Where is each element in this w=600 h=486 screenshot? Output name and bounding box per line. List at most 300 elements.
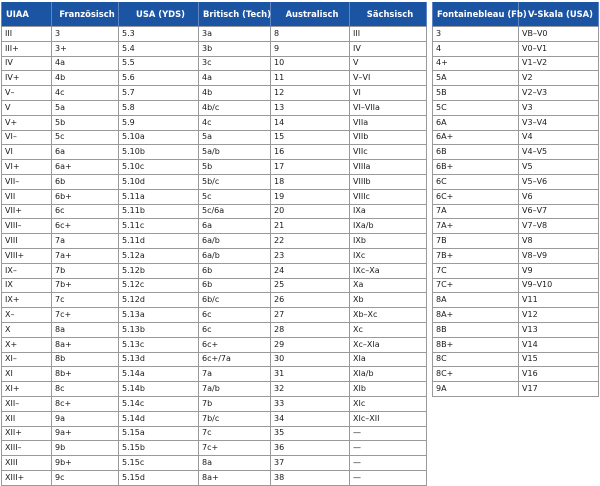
cell-britisch-tech: 6b <box>199 278 271 293</box>
cell-australisch: 11 <box>271 71 350 86</box>
table-row <box>2 86 427 101</box>
cell-australisch: 38 <box>271 470 350 485</box>
cell-s-chsisch: — <box>350 456 427 471</box>
cell-franz-sisch: 5b <box>52 115 119 130</box>
cell-v-skala-usa: V17 <box>519 382 599 397</box>
table-row <box>433 115 599 130</box>
cell-britisch-tech: 6a/b <box>199 248 271 263</box>
cell-franz-sisch: 6c+ <box>52 219 119 234</box>
cell-uiaa: X <box>2 322 52 337</box>
cell-v-skala-usa: V2 <box>519 71 599 86</box>
cell-usa-yds: 5.13b <box>119 322 199 337</box>
cell-franz-sisch: 6b <box>52 174 119 189</box>
cell-v-skala-usa: V6–V7 <box>519 204 599 219</box>
cell-australisch: 14 <box>271 115 350 130</box>
cell-australisch: 31 <box>271 367 350 382</box>
cell-s-chsisch: Xb–Xc <box>350 308 427 323</box>
cell-fontainebleau-fb: 9A <box>433 382 519 397</box>
cell-fontainebleau-fb: 8A+ <box>433 308 519 323</box>
table-row <box>2 145 427 160</box>
cell-v-skala-usa: V13 <box>519 322 599 337</box>
cell-usa-yds: 5.9 <box>119 115 199 130</box>
cell-s-chsisch: IXc–Xa <box>350 263 427 278</box>
cell-usa-yds: 5.11c <box>119 219 199 234</box>
cell-britisch-tech: 3a <box>199 27 271 42</box>
cell-s-chsisch: VIIIa <box>350 160 427 175</box>
cell-usa-yds: 5.13a <box>119 308 199 323</box>
table-row <box>433 219 599 234</box>
cell-australisch: 16 <box>271 145 350 160</box>
cell-fontainebleau-fb: 6A+ <box>433 130 519 145</box>
cell-uiaa: VII– <box>2 174 52 189</box>
cell-usa-yds: 5.10c <box>119 160 199 175</box>
cell-usa-yds: 5.11a <box>119 189 199 204</box>
cell-uiaa: III <box>2 27 52 42</box>
cell-uiaa: XI+ <box>2 382 52 397</box>
cell-v-skala-usa: V7–V8 <box>519 219 599 234</box>
cell-franz-sisch: 8c+ <box>52 396 119 411</box>
cell-fontainebleau-fb: 7A+ <box>433 219 519 234</box>
table-row <box>433 352 599 367</box>
cell-britisch-tech: 3c <box>199 56 271 71</box>
cell-fontainebleau-fb: 6C <box>433 174 519 189</box>
cell-v-skala-usa: V8–V9 <box>519 248 599 263</box>
cell-s-chsisch: XIc <box>350 396 427 411</box>
cell-s-chsisch: — <box>350 470 427 485</box>
cell-franz-sisch: 7c <box>52 293 119 308</box>
table-row <box>433 27 599 42</box>
table-header-row <box>2 2 427 27</box>
cell-australisch: 23 <box>271 248 350 263</box>
cell-fontainebleau-fb: 6B+ <box>433 160 519 175</box>
cell-fontainebleau-fb: 5C <box>433 100 519 115</box>
cell-australisch: 20 <box>271 204 350 219</box>
cell-franz-sisch: 6b+ <box>52 189 119 204</box>
cell-s-chsisch: — <box>350 441 427 456</box>
cell-fontainebleau-fb: 8B+ <box>433 337 519 352</box>
cell-v-skala-usa: V1–V2 <box>519 56 599 71</box>
cell-australisch: 33 <box>271 396 350 411</box>
cell-v-skala-usa: V11 <box>519 293 599 308</box>
cell-s-chsisch: VI <box>350 86 427 101</box>
cell-usa-yds: 5.12d <box>119 293 199 308</box>
cell-australisch: 21 <box>271 219 350 234</box>
cell-s-chsisch: IXa/b <box>350 219 427 234</box>
cell-v-skala-usa: V14 <box>519 337 599 352</box>
table-row <box>2 308 427 323</box>
table-row <box>2 115 427 130</box>
cell-s-chsisch: Xc–XIa <box>350 337 427 352</box>
cell-usa-yds: 5.10b <box>119 145 199 160</box>
cell-britisch-tech: 7b/c <box>199 411 271 426</box>
cell-franz-sisch: 7c+ <box>52 308 119 323</box>
table-row <box>2 367 427 382</box>
table-row <box>2 204 427 219</box>
cell-uiaa: VII+ <box>2 204 52 219</box>
cell-v-skala-usa: V6 <box>519 189 599 204</box>
cell-britisch-tech: 8a <box>199 456 271 471</box>
cell-britisch-tech: 7c <box>199 426 271 441</box>
table-row <box>2 56 427 71</box>
cell-uiaa: XIII+ <box>2 470 52 485</box>
cell-s-chsisch: IXa <box>350 204 427 219</box>
cell-fontainebleau-fb: 6C+ <box>433 189 519 204</box>
cell-v-skala-usa: V5–V6 <box>519 174 599 189</box>
cell-britisch-tech: 4a <box>199 71 271 86</box>
cell-franz-sisch: 3 <box>52 27 119 42</box>
cell-uiaa: VI– <box>2 130 52 145</box>
cell-s-chsisch: VIIIb <box>350 174 427 189</box>
cell-franz-sisch: 7b <box>52 263 119 278</box>
cell-britisch-tech: 5a/b <box>199 145 271 160</box>
cell-s-chsisch: VIIIc <box>350 189 427 204</box>
cell-uiaa: V <box>2 100 52 115</box>
table-row <box>433 41 599 56</box>
cell-britisch-tech: 4c <box>199 115 271 130</box>
cell-uiaa: VIII <box>2 234 52 249</box>
cell-franz-sisch: 9a+ <box>52 426 119 441</box>
cell-usa-yds: 5.8 <box>119 100 199 115</box>
cell-franz-sisch: 4a <box>52 56 119 71</box>
cell-britisch-tech: 5c/6a <box>199 204 271 219</box>
table-row <box>433 293 599 308</box>
cell-usa-yds: 5.10a <box>119 130 199 145</box>
cell-usa-yds: 5.12b <box>119 263 199 278</box>
cell-usa-yds: 5.6 <box>119 71 199 86</box>
table-row <box>2 174 427 189</box>
cell-fontainebleau-fb: 8C <box>433 352 519 367</box>
cell-franz-sisch: 9b+ <box>52 456 119 471</box>
cell-uiaa: VI+ <box>2 160 52 175</box>
cell-britisch-tech: 7a <box>199 367 271 382</box>
cell-s-chsisch: VIIb <box>350 130 427 145</box>
cell-fontainebleau-fb: 4+ <box>433 56 519 71</box>
cell-v-skala-usa: VB–V0 <box>519 27 599 42</box>
cell-v-skala-usa: V12 <box>519 308 599 323</box>
cell-britisch-tech: 3b <box>199 41 271 56</box>
cell-franz-sisch: 3+ <box>52 41 119 56</box>
table-row <box>2 322 427 337</box>
cell-fontainebleau-fb: 3 <box>433 27 519 42</box>
cell-britisch-tech: 4b <box>199 86 271 101</box>
cell-uiaa: XIII <box>2 456 52 471</box>
column-header-v-skala-usa: V-Skala (USA) <box>519 2 599 27</box>
cell-britisch-tech: 6c+/7a <box>199 352 271 367</box>
table-row <box>433 263 599 278</box>
cell-franz-sisch: 7a+ <box>52 248 119 263</box>
cell-uiaa: IX+ <box>2 293 52 308</box>
cell-usa-yds: 5.12c <box>119 278 199 293</box>
cell-franz-sisch: 7a <box>52 234 119 249</box>
table-row <box>433 337 599 352</box>
table-row <box>2 396 427 411</box>
cell-fontainebleau-fb: 6A <box>433 115 519 130</box>
cell-britisch-tech: 5a <box>199 130 271 145</box>
cell-s-chsisch: VI–VIIa <box>350 100 427 115</box>
cell-franz-sisch: 8a <box>52 322 119 337</box>
cell-usa-yds: 5.14b <box>119 382 199 397</box>
cell-s-chsisch: III <box>350 27 427 42</box>
cell-s-chsisch: IV <box>350 41 427 56</box>
cell-uiaa: X+ <box>2 337 52 352</box>
cell-uiaa: XI <box>2 367 52 382</box>
cell-usa-yds: 5.13d <box>119 352 199 367</box>
cell-fontainebleau-fb: 4 <box>433 41 519 56</box>
cell-usa-yds: 5.11b <box>119 204 199 219</box>
cell-fontainebleau-fb: 5B <box>433 86 519 101</box>
cell-franz-sisch: 4c <box>52 86 119 101</box>
cell-usa-yds: 5.15a <box>119 426 199 441</box>
table-row <box>2 411 427 426</box>
cell-franz-sisch: 8b+ <box>52 367 119 382</box>
cell-usa-yds: 5.4 <box>119 41 199 56</box>
cell-australisch: 28 <box>271 322 350 337</box>
cell-australisch: 35 <box>271 426 350 441</box>
table-row <box>433 189 599 204</box>
cell-uiaa: III+ <box>2 41 52 56</box>
cell-britisch-tech: 7a/b <box>199 382 271 397</box>
cell-usa-yds: 5.14a <box>119 367 199 382</box>
table-row <box>2 71 427 86</box>
table-row <box>2 263 427 278</box>
cell-franz-sisch: 9b <box>52 441 119 456</box>
table-row <box>2 456 427 471</box>
cell-s-chsisch: V <box>350 56 427 71</box>
cell-britisch-tech: 7c+ <box>199 441 271 456</box>
cell-v-skala-usa: V0–V1 <box>519 41 599 56</box>
cell-uiaa: IV <box>2 56 52 71</box>
cell-v-skala-usa: V3–V4 <box>519 115 599 130</box>
cell-uiaa: VI <box>2 145 52 160</box>
cell-fontainebleau-fb: 8C+ <box>433 367 519 382</box>
cell-v-skala-usa: V5 <box>519 160 599 175</box>
cell-fontainebleau-fb: 7A <box>433 204 519 219</box>
cell-australisch: 17 <box>271 160 350 175</box>
cell-australisch: 12 <box>271 86 350 101</box>
table-row <box>2 219 427 234</box>
cell-britisch-tech: 6a <box>199 219 271 234</box>
cell-uiaa: XII+ <box>2 426 52 441</box>
table-row <box>433 234 599 249</box>
table-row <box>433 382 599 397</box>
table-row <box>433 130 599 145</box>
cell-britisch-tech: 5b <box>199 160 271 175</box>
cell-uiaa: IV+ <box>2 71 52 86</box>
cell-usa-yds: 5.15c <box>119 456 199 471</box>
cell-usa-yds: 5.14d <box>119 411 199 426</box>
cell-s-chsisch: V–VI <box>350 71 427 86</box>
table-row <box>2 41 427 56</box>
table-row <box>2 248 427 263</box>
cell-franz-sisch: 9a <box>52 411 119 426</box>
cell-usa-yds: 5.11d <box>119 234 199 249</box>
table-row <box>2 278 427 293</box>
column-header-uiaa: UIAA <box>2 2 52 27</box>
table-row <box>2 130 427 145</box>
cell-australisch: 15 <box>271 130 350 145</box>
cell-s-chsisch: — <box>350 426 427 441</box>
cell-fontainebleau-fb: 8B <box>433 322 519 337</box>
cell-usa-yds: 5.14c <box>119 396 199 411</box>
column-header-franz-sisch: Französisch <box>52 2 119 27</box>
table-row <box>2 470 427 485</box>
cell-v-skala-usa: V9–V10 <box>519 278 599 293</box>
table-row <box>2 27 427 42</box>
cell-britisch-tech: 8a+ <box>199 470 271 485</box>
cell-usa-yds: 5.7 <box>119 86 199 101</box>
cell-uiaa: XII– <box>2 396 52 411</box>
cell-uiaa: XIII– <box>2 441 52 456</box>
table-row <box>2 426 427 441</box>
column-header-usa-yds: USA (YDS) <box>119 2 199 27</box>
table-row <box>2 160 427 175</box>
cell-s-chsisch: XIa/b <box>350 367 427 382</box>
cell-usa-yds: 5.15d <box>119 470 199 485</box>
cell-s-chsisch: Xa <box>350 278 427 293</box>
table-row <box>433 56 599 71</box>
cell-v-skala-usa: V2–V3 <box>519 86 599 101</box>
cell-uiaa: V+ <box>2 115 52 130</box>
cell-australisch: 24 <box>271 263 350 278</box>
table-row <box>433 248 599 263</box>
cell-s-chsisch: VIIc <box>350 145 427 160</box>
cell-australisch: 32 <box>271 382 350 397</box>
cell-fontainebleau-fb: 7B <box>433 234 519 249</box>
cell-uiaa: VIII+ <box>2 248 52 263</box>
cell-fontainebleau-fb: 6B <box>433 145 519 160</box>
cell-australisch: 26 <box>271 293 350 308</box>
cell-v-skala-usa: V4–V5 <box>519 145 599 160</box>
cell-fontainebleau-fb: 7B+ <box>433 248 519 263</box>
cell-s-chsisch: IXc <box>350 248 427 263</box>
column-header-fontainebleau-fb: Fontainebleau (Fb) <box>433 2 519 27</box>
cell-usa-yds: 5.3 <box>119 27 199 42</box>
cell-franz-sisch: 4b <box>52 71 119 86</box>
cell-uiaa: VIII– <box>2 219 52 234</box>
table-row <box>2 441 427 456</box>
cell-australisch: 13 <box>271 100 350 115</box>
table-row <box>433 160 599 175</box>
cell-fontainebleau-fb: 8A <box>433 293 519 308</box>
cell-uiaa: V– <box>2 86 52 101</box>
table-row <box>2 100 427 115</box>
table-row <box>2 352 427 367</box>
cell-fontainebleau-fb: 7C <box>433 263 519 278</box>
cell-v-skala-usa: V4 <box>519 130 599 145</box>
cell-uiaa: VII <box>2 189 52 204</box>
cell-franz-sisch: 6a+ <box>52 160 119 175</box>
cell-britisch-tech: 5c <box>199 189 271 204</box>
cell-franz-sisch: 8b <box>52 352 119 367</box>
table-row <box>433 204 599 219</box>
cell-uiaa: IX– <box>2 263 52 278</box>
cell-australisch: 18 <box>271 174 350 189</box>
cell-s-chsisch: Xc <box>350 322 427 337</box>
cell-s-chsisch: VIIa <box>350 115 427 130</box>
cell-australisch: 34 <box>271 411 350 426</box>
table-row <box>433 278 599 293</box>
cell-britisch-tech: 6c <box>199 322 271 337</box>
table-row <box>433 71 599 86</box>
cell-britisch-tech: 5b/c <box>199 174 271 189</box>
cell-usa-yds: 5.13c <box>119 337 199 352</box>
cell-australisch: 29 <box>271 337 350 352</box>
cell-s-chsisch: XIc–XII <box>350 411 427 426</box>
table-row <box>433 308 599 323</box>
table-row <box>433 174 599 189</box>
cell-v-skala-usa: V16 <box>519 367 599 382</box>
cell-franz-sisch: 6a <box>52 145 119 160</box>
cell-v-skala-usa: V8 <box>519 234 599 249</box>
table-row <box>433 100 599 115</box>
table-row <box>2 189 427 204</box>
cell-franz-sisch: 8a+ <box>52 337 119 352</box>
table-row <box>2 337 427 352</box>
cell-britisch-tech: 7b <box>199 396 271 411</box>
cell-usa-yds: 5.12a <box>119 248 199 263</box>
cell-s-chsisch: XIb <box>350 382 427 397</box>
table-row <box>433 367 599 382</box>
table-row <box>2 234 427 249</box>
climbing-grades-table <box>1 2 427 486</box>
cell-fontainebleau-fb: 7C+ <box>433 278 519 293</box>
table-row <box>2 293 427 308</box>
cell-australisch: 30 <box>271 352 350 367</box>
cell-britisch-tech: 6c <box>199 308 271 323</box>
cell-britisch-tech: 4b/c <box>199 100 271 115</box>
cell-usa-yds: 5.15b <box>119 441 199 456</box>
cell-australisch: 37 <box>271 456 350 471</box>
table-header-row <box>433 2 599 27</box>
boulder-grades-table <box>432 2 599 397</box>
cell-v-skala-usa: V15 <box>519 352 599 367</box>
cell-usa-yds: 5.5 <box>119 56 199 71</box>
cell-franz-sisch: 5c <box>52 130 119 145</box>
cell-uiaa: XI– <box>2 352 52 367</box>
cell-uiaa: X– <box>2 308 52 323</box>
cell-franz-sisch: 8c <box>52 382 119 397</box>
cell-usa-yds: 5.10d <box>119 174 199 189</box>
column-header-britisch-tech: Britisch (Tech) <box>199 2 271 27</box>
cell-australisch: 27 <box>271 308 350 323</box>
cell-uiaa: IX <box>2 278 52 293</box>
cell-britisch-tech: 6b <box>199 263 271 278</box>
cell-s-chsisch: IXb <box>350 234 427 249</box>
cell-s-chsisch: XIa <box>350 352 427 367</box>
cell-franz-sisch: 5a <box>52 100 119 115</box>
cell-fontainebleau-fb: 5A <box>433 71 519 86</box>
cell-franz-sisch: 7b+ <box>52 278 119 293</box>
cell-britisch-tech: 6c+ <box>199 337 271 352</box>
cell-uiaa: XII <box>2 411 52 426</box>
cell-australisch: 22 <box>271 234 350 249</box>
table-row <box>433 145 599 160</box>
cell-australisch: 19 <box>271 189 350 204</box>
column-header-australisch: Australisch <box>271 2 350 27</box>
cell-australisch: 36 <box>271 441 350 456</box>
cell-franz-sisch: 9c <box>52 470 119 485</box>
table-row <box>2 382 427 397</box>
cell-australisch: 9 <box>271 41 350 56</box>
cell-franz-sisch: 6c <box>52 204 119 219</box>
table-row <box>433 322 599 337</box>
cell-s-chsisch: Xb <box>350 293 427 308</box>
table-row <box>433 86 599 101</box>
cell-australisch: 10 <box>271 56 350 71</box>
cell-v-skala-usa: V9 <box>519 263 599 278</box>
cell-australisch: 8 <box>271 27 350 42</box>
cell-britisch-tech: 6a/b <box>199 234 271 249</box>
